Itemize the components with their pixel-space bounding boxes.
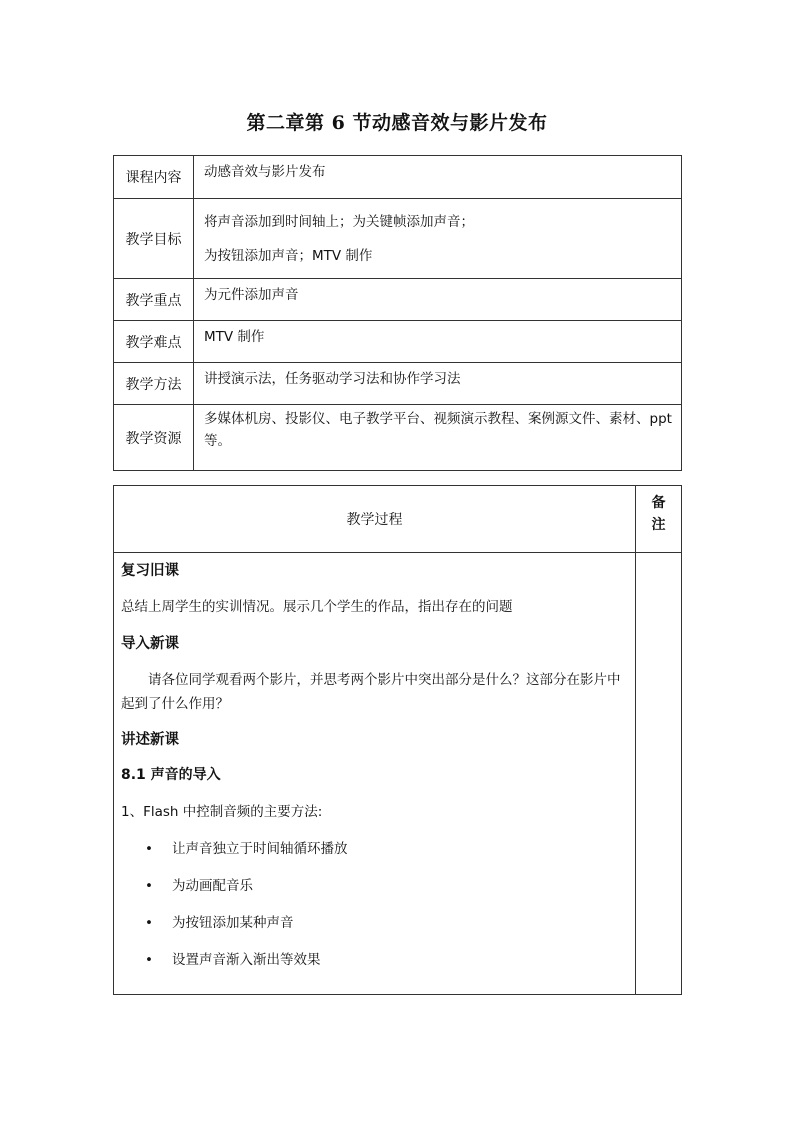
list-item	[121, 875, 627, 912]
info-value	[194, 321, 682, 363]
info-row-content	[114, 156, 682, 199]
intro-heading: 导入新课	[121, 636, 179, 652]
section-heading: 8.1 声音的导入	[121, 767, 221, 783]
info-label: 教学方法	[114, 363, 194, 405]
list-item	[121, 838, 627, 875]
info-label: 教学资源	[114, 405, 194, 471]
info-value-line: 多媒体机房、投影仪、电子教学平台、视频演示教程、案例源文件、素材、ppt 等。	[204, 411, 672, 449]
lesson-info-table	[113, 155, 682, 471]
info-value	[194, 199, 682, 279]
point-text: 1、Flash 中控制音频的主要方法:	[121, 804, 323, 820]
info-label: 教学难点	[114, 321, 194, 363]
notes-cell	[636, 553, 682, 995]
list-item-text: 为动画配音乐	[172, 878, 253, 894]
list-item-text: 设置声音渐入渐出等效果	[172, 952, 321, 968]
info-label: 教学重点	[114, 279, 194, 321]
info-label: 课程内容	[114, 156, 194, 199]
info-row-key-point	[114, 279, 682, 321]
process-body-row	[114, 553, 682, 995]
intro-text: 请各位同学观看两个影片，并思考两个影片中突出部分是什么？这部分在影片中起到了什么作用？	[121, 672, 621, 712]
new-lesson-heading: 讲述新课	[121, 732, 179, 748]
info-value	[194, 156, 682, 199]
info-row-goals	[114, 199, 682, 279]
info-value	[194, 405, 682, 471]
info-value-line: 为元件添加声音	[204, 287, 299, 303]
info-value	[194, 279, 682, 321]
bullet-icon: •	[145, 915, 153, 931]
info-row-resources	[114, 405, 682, 471]
notes-header	[636, 486, 682, 553]
list-item-text: 让声音独立于时间轴循环播放	[172, 841, 348, 857]
info-label: 教学目标	[114, 199, 194, 279]
info-row-difficulty	[114, 321, 682, 363]
review-heading: 复习旧课	[121, 563, 179, 579]
info-value-line: 讲授演示法，任务驱动学习法和协作学习法	[204, 371, 461, 387]
bullet-icon: •	[145, 878, 153, 894]
process-body	[114, 553, 636, 995]
list-item	[121, 912, 627, 949]
info-value-line: 动感音效与影片发布	[204, 164, 326, 180]
bullet-icon: •	[145, 841, 153, 857]
process-header-row	[114, 486, 682, 553]
list-item	[121, 949, 627, 986]
info-value	[194, 363, 682, 405]
review-text: 总结上周学生的实训情况。展示几个学生的作品，指出存在的问题	[121, 599, 513, 615]
info-row-method	[114, 363, 682, 405]
bullet-icon: •	[145, 952, 153, 968]
notes-header-char: 注	[651, 517, 666, 533]
process-header: 教学过程	[114, 486, 636, 553]
notes-header-char: 备	[651, 495, 666, 511]
audio-methods-list	[121, 838, 627, 986]
document-title: 第二章第 6 节动感音效与影片发布	[246, 112, 548, 134]
teaching-process-table	[113, 485, 682, 995]
info-value-line: 为按钮添加声音；MTV 制作	[204, 247, 373, 264]
info-value-line: MTV 制作	[204, 329, 265, 345]
list-item-text: 为按钮添加某种声音	[172, 915, 294, 931]
info-value-line: 将声音添加到时间轴上；为关键帧添加声音；	[204, 213, 474, 230]
